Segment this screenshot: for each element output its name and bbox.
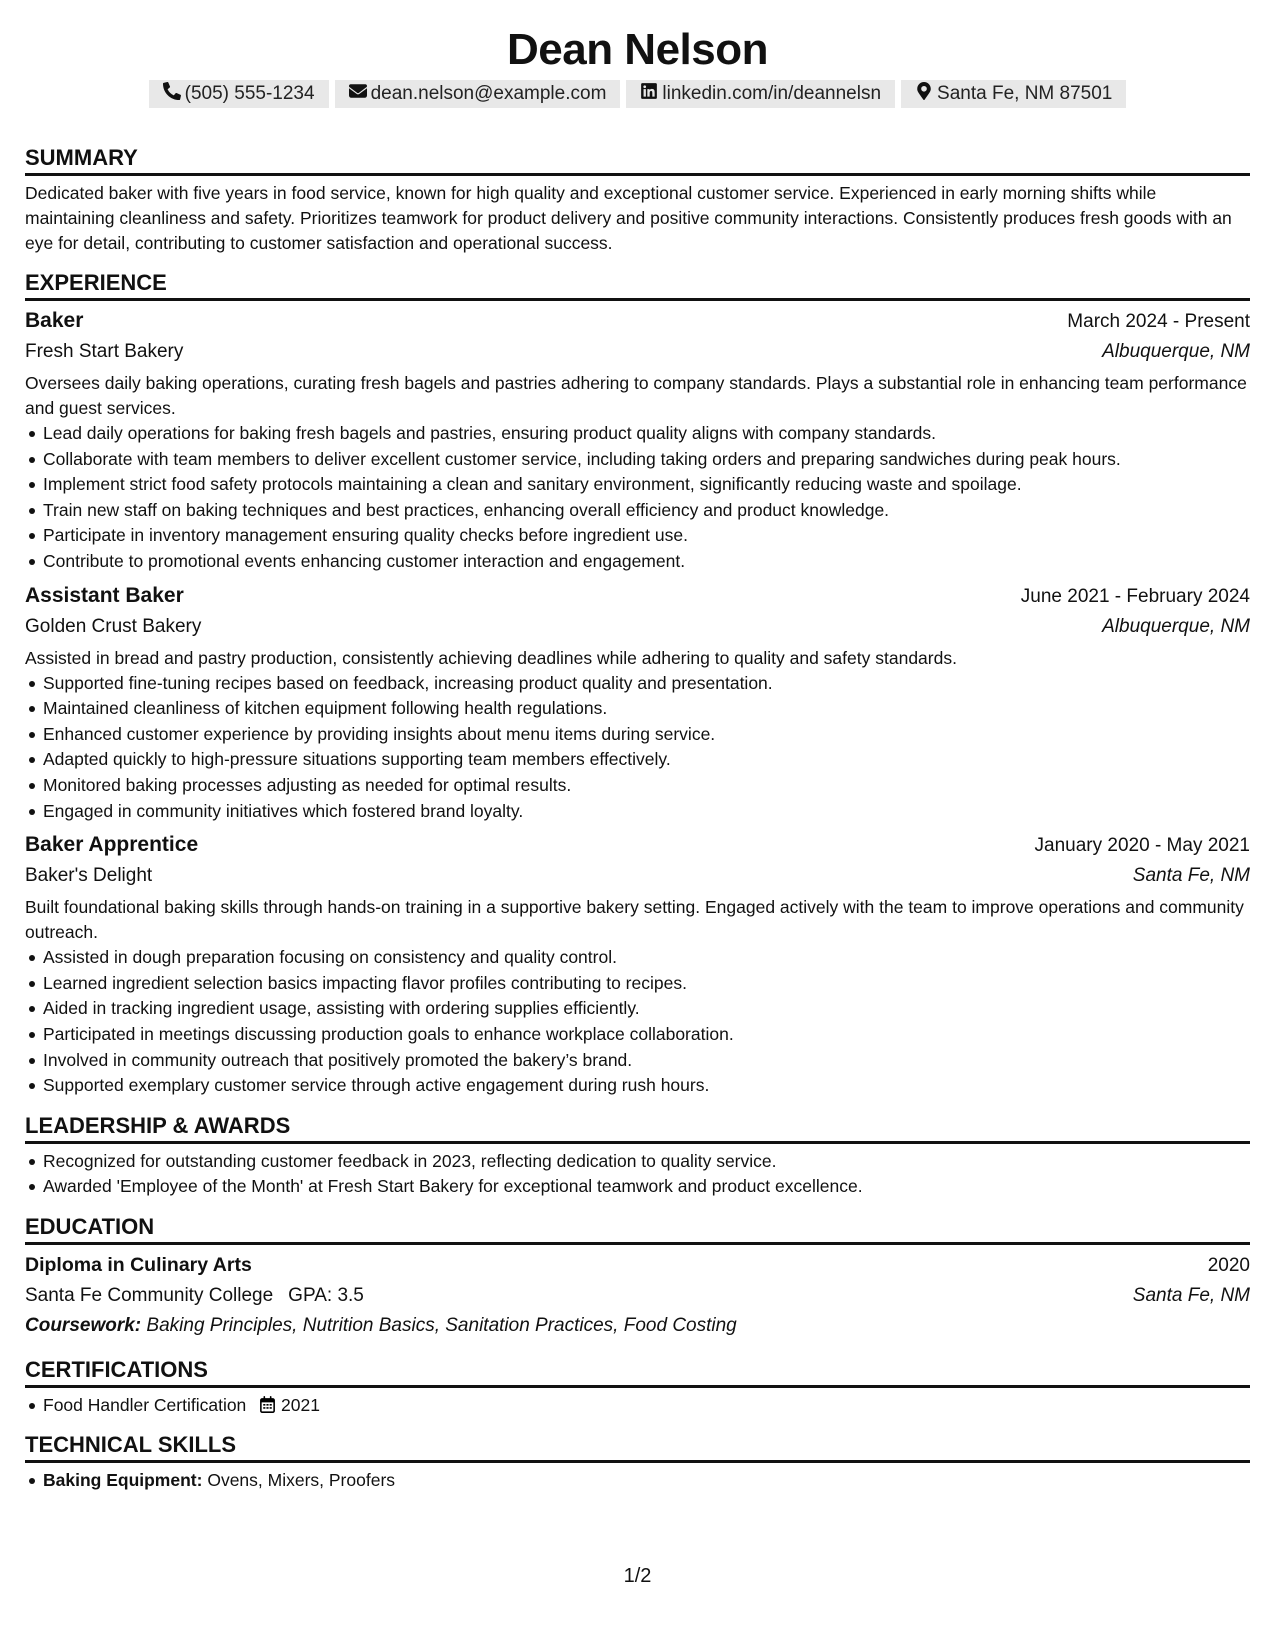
- skill-value: Ovens, Mixers, Proofers: [207, 1470, 396, 1491]
- coursework-line: [25, 1311, 1250, 1341]
- leadership-heading: LEADERSHIP & AWARDS: [25, 1113, 1250, 1144]
- summary-text: Dedicated baker with five years in food service, known for high quality and exceptional customer service. Experienced in early morning shifts while maintaining cleanliness and safety. Prioritizes teamwork for product delivery and positive community interactions. Consistently produces fresh goods with an eye for detail, contributing to customer satisfaction and operational success.: [25, 183, 1232, 253]
- list-item: Participate in inventory management ensuring quality checks before ingredient use.: [43, 523, 1250, 549]
- list-item: Implement strict food safety protocols maintaining a clean and sanitary environment, significantly reducing waste and spoilage.: [43, 472, 1250, 498]
- linkedin-text: linkedin.com/in/deannelsn: [662, 83, 882, 104]
- job-entry: [25, 830, 1250, 1099]
- list-item: Awarded 'Employee of the Month' at Fresh Start Bakery for exceptional teamwork and product excellence.: [43, 1174, 1250, 1200]
- job-title: Baker Apprentice: [25, 833, 199, 857]
- school-name: Santa Fe Community College: [25, 1284, 274, 1306]
- experience-heading: EXPERIENCE: [25, 270, 1250, 301]
- degree-title: Diploma in Culinary Arts: [25, 1253, 252, 1276]
- list-item: Learned ingredient selection basics impacting flavor profiles contributing to recipes.: [43, 971, 1250, 997]
- experience-section: [25, 270, 1250, 1099]
- list-item: Aided in tracking ingredient usage, assisting with ordering supplies efficiently.: [43, 996, 1250, 1022]
- job-entry: [25, 306, 1250, 575]
- email-text: dean.nelson@example.com: [370, 83, 607, 104]
- list-item: Recognized for outstanding customer feedback in 2023, reflecting dedication to quality service.: [43, 1149, 1250, 1175]
- phone-icon: [163, 82, 181, 106]
- list-item: Supported exemplary customer service through active engagement during rush hours.: [43, 1073, 1250, 1099]
- linkedin-icon: [640, 82, 658, 106]
- job-dates: June 2021 - February 2024: [1020, 585, 1250, 607]
- contact-bar: [25, 80, 1250, 109]
- skill-label: Baking Equipment:: [43, 1470, 203, 1491]
- list-item: Collaborate with team members to deliver excellent customer service, including taking orders and preparing sandwiches during peak hours.: [43, 447, 1250, 473]
- contact-email[interactable]: [335, 80, 621, 108]
- job-title: Baker: [25, 309, 84, 332]
- list-item: [43, 1393, 1250, 1419]
- job-description: Assisted in bread and pastry production, consistently achieving deadlines while adhering to quality and safety standards.: [25, 647, 957, 668]
- list-item: Engaged in community initiatives which fostered brand loyalty.: [43, 799, 1250, 825]
- list-item: Supported fine-tuning recipes based on feedback, increasing product quality and presentation.: [43, 671, 1250, 697]
- summary-section: [25, 145, 1250, 256]
- gpa: GPA: 3.5: [288, 1284, 364, 1306]
- job-entry: [25, 581, 1250, 825]
- page-number: 1/2: [623, 1565, 652, 1587]
- location-text: Santa Fe, NM 87501: [937, 83, 1113, 104]
- phone-text: (505) 555-1234: [184, 83, 315, 104]
- list-item: Lead daily operations for baking fresh bagels and pastries, ensuring product quality aligns with company standards.: [43, 421, 1250, 447]
- job-company: Fresh Start Bakery: [25, 341, 184, 362]
- envelope-icon: [349, 82, 367, 106]
- contact-location: [901, 80, 1126, 108]
- contact-linkedin[interactable]: [626, 80, 895, 108]
- calendar-icon: [259, 1395, 281, 1415]
- job-location: Santa Fe, NM: [1132, 865, 1250, 887]
- education-heading: EDUCATION: [25, 1214, 1250, 1245]
- job-title: Assistant Baker: [25, 583, 184, 607]
- skills-list: [25, 1468, 1250, 1494]
- map-pin-icon: [915, 82, 933, 106]
- job-company: Golden Crust Bakery: [25, 615, 202, 637]
- education-location: Santa Fe, NM: [1132, 1284, 1250, 1306]
- certifications-list: [25, 1393, 1250, 1419]
- coursework-label: Coursework:: [25, 1314, 142, 1336]
- job-description: Oversees daily baking operations, curating fresh bagels and pastries adhering to company standards. Plays a substantial role in enhancing team performance and guest services.: [25, 373, 1247, 418]
- skills-heading: TECHNICAL SKILLS: [25, 1432, 1250, 1463]
- job-bullets: [25, 421, 1250, 575]
- candidate-name: Dean Nelson: [506, 25, 768, 74]
- certification-year: 2021: [281, 1394, 320, 1415]
- school-line: [25, 1281, 364, 1311]
- job-company: Baker's Delight: [25, 865, 153, 887]
- list-item: Adapted quickly to high-pressure situations supporting team members effectively.: [43, 747, 1250, 773]
- list-item: Train new staff on baking techniques and best practices, enhancing overall efficiency and product knowledge.: [43, 498, 1250, 524]
- job-bullets: [25, 945, 1250, 1099]
- job-bullets: [25, 671, 1250, 825]
- certifications-heading: CERTIFICATIONS: [25, 1357, 1250, 1388]
- certifications-section: [25, 1357, 1250, 1419]
- list-item: Enhanced customer experience by providing insights about menu items during service.: [43, 722, 1250, 748]
- list-item: Assisted in dough preparation focusing on consistency and quality control.: [43, 945, 1250, 971]
- job-dates: January 2020 - May 2021: [1034, 835, 1250, 857]
- job-dates: March 2024 - Present: [1067, 311, 1250, 332]
- education-section: [25, 1214, 1250, 1341]
- contact-phone: [149, 80, 329, 108]
- list-item: Maintained cleanliness of kitchen equipment following health regulations.: [43, 696, 1250, 722]
- job-location: Albuquerque, NM: [1102, 615, 1250, 637]
- list-item: Contribute to promotional events enhancing customer interaction and engagement.: [43, 549, 1250, 575]
- certification-name: Food Handler Certification: [43, 1394, 247, 1415]
- coursework-text: Baking Principles, Nutrition Basics, Sanitation Practices, Food Costing: [146, 1314, 737, 1336]
- leadership-list: [25, 1149, 1250, 1200]
- summary-heading: SUMMARY: [25, 145, 1250, 176]
- list-item: Involved in community outreach that positively promoted the bakery’s brand.: [43, 1048, 1250, 1074]
- list-item: Participated in meetings discussing production goals to enhance workplace collaboration.: [43, 1022, 1250, 1048]
- list-item: [43, 1468, 1250, 1494]
- education-year: 2020: [1207, 1254, 1250, 1276]
- list-item: Monitored baking processes adjusting as needed for optimal results.: [43, 773, 1250, 799]
- job-description: Built foundational baking skills through hands-on training in a supportive bakery setting. Engaged actively with the team to improve operations and community outreach.: [25, 897, 1244, 943]
- skills-section: [25, 1432, 1250, 1494]
- job-location: Albuquerque, NM: [1102, 341, 1250, 362]
- leadership-section: [25, 1113, 1250, 1200]
